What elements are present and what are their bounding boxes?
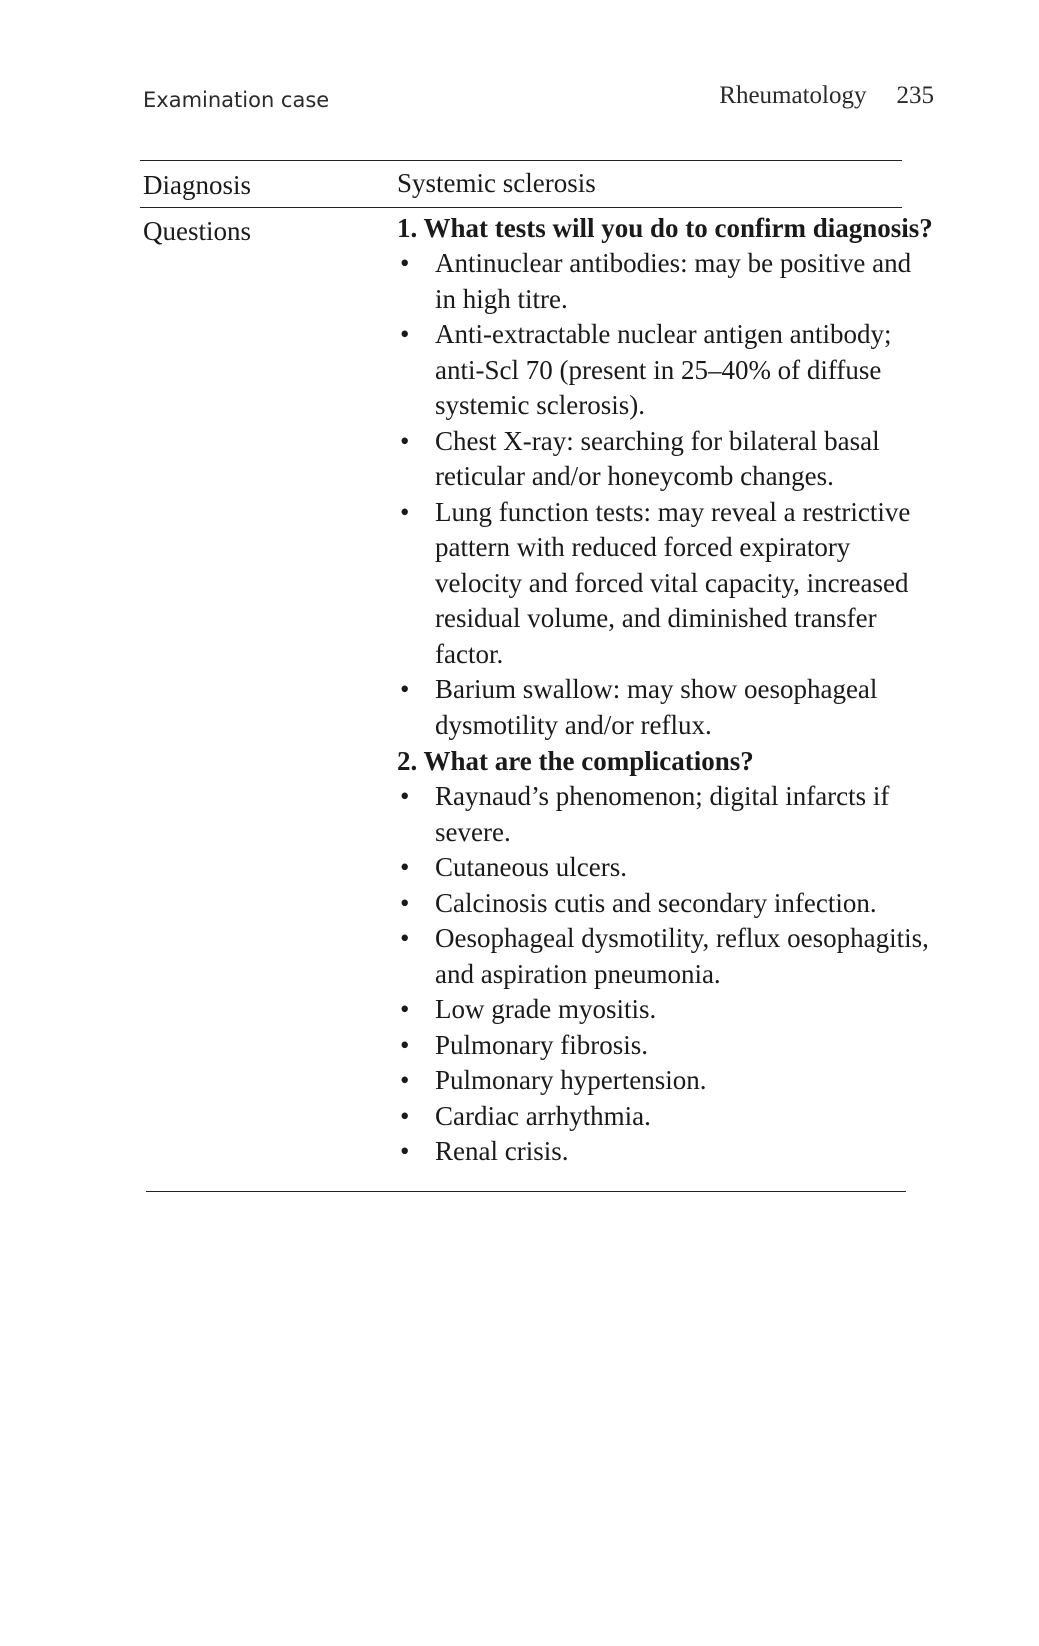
running-head-right xyxy=(719,82,934,110)
list-item: • Anti-extractable nuclear antigen antibody; anti-Scl 70 (present in 25–40% of diffuse systemic sclerosis). xyxy=(400,319,892,420)
bullet-icon: • xyxy=(400,1029,410,1060)
list-item: • Cardiac arrhythmia. xyxy=(397,1099,937,1135)
bullet-icon: • xyxy=(400,1136,410,1166)
bullet-icon: • xyxy=(400,1065,410,1095)
list-item: • Renal crisis. xyxy=(397,1134,937,1170)
diagnosis-row-rule xyxy=(140,207,902,208)
question-1: 1. What tests will you do to confirm diagnosis? xyxy=(397,213,933,243)
questions-content xyxy=(397,210,937,1170)
table-top-rule xyxy=(140,160,902,161)
list-item: • Pulmonary fibrosis. xyxy=(397,1028,937,1064)
bullet-icon: • xyxy=(400,248,410,278)
list-item: • Antinuclear antibodies: may be positive and in high titre. xyxy=(400,248,912,314)
table-bottom-rule xyxy=(146,1191,906,1192)
list-item: • Raynaud’s phenomenon; digital infarcts if severe. xyxy=(400,781,890,847)
bullet-icon: • xyxy=(400,887,410,918)
list-item: • Pulmonary hypertension. xyxy=(397,1063,937,1099)
bullet-icon: • xyxy=(400,781,410,811)
bullet-icon: • xyxy=(400,319,410,349)
list-item: • Lung function tests: may reveal a restrictive pattern with reduced forced expiratory velocity and forced vital capacity, increased residual volume, and diminished transfer factor. xyxy=(400,496,911,669)
bullet-icon: • xyxy=(400,852,410,882)
bullet-icon: • xyxy=(400,923,410,953)
page-number: 235 xyxy=(896,82,934,109)
bullet-icon: • xyxy=(400,425,410,456)
bullet-icon: • xyxy=(400,674,410,704)
question-1-answers xyxy=(397,246,937,743)
diagnosis-value: Systemic sclerosis xyxy=(397,168,596,198)
running-head-section: Rheumatology xyxy=(719,82,867,109)
question-2: 2. What are the complications? xyxy=(397,746,754,776)
list-item: • Calcinosis cutis and secondary infection. xyxy=(397,886,937,922)
bullet-icon: • xyxy=(400,994,410,1024)
questions-label: Questions xyxy=(143,216,251,246)
bullet-icon: • xyxy=(400,496,410,527)
question-2-answers xyxy=(397,779,937,1170)
list-item: • Chest X-ray: searching for bilateral basal reticular and/or honeycomb changes. xyxy=(400,425,880,491)
list-item: • Cutaneous ulcers. xyxy=(397,850,937,886)
running-head-chapter: Examination case xyxy=(143,88,330,112)
list-item: • Barium swallow: may show oesophageal dysmotility and/or reflux. xyxy=(400,674,878,740)
list-item: • Oesophageal dysmotility, reflux oesophagitis, and aspiration pneumonia. xyxy=(400,923,929,989)
diagnosis-label: Diagnosis xyxy=(143,170,251,200)
list-item: • Low grade myositis. xyxy=(397,992,937,1028)
bullet-icon: • xyxy=(400,1100,410,1131)
